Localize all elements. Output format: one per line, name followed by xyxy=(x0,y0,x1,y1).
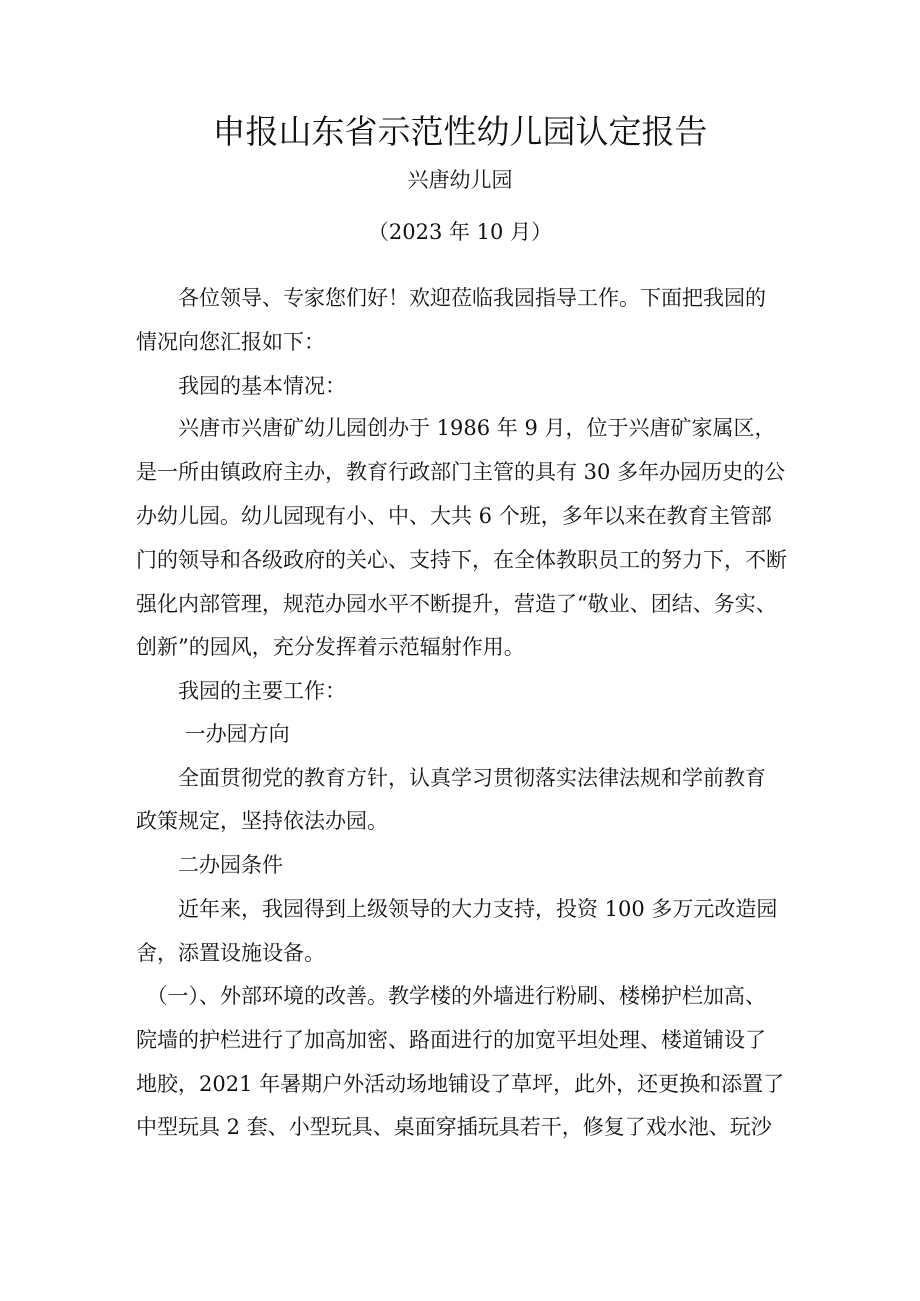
body-line: 办幼儿园。幼儿园现有小、中、大共 6 个班，多年以来在教育主管部 xyxy=(136,504,772,528)
body-line: 全面贯彻党的教育方针，认真学习贯彻落实法律法规和学前教育 xyxy=(136,766,766,790)
document-subtitle: 兴唐幼儿园 xyxy=(407,168,513,192)
document-date: （2023 年 10 月） xyxy=(367,220,553,244)
body-line: 强化内部管理，规范办园水平不断提升，营造了“敬业、团结、务实、 xyxy=(136,592,777,616)
document-title: 申报山东省示范性幼儿园认定报告 xyxy=(212,112,708,151)
body-line: 政策规定，坚持依法办园。 xyxy=(136,809,388,833)
body-line: 舍，添置设施设备。 xyxy=(136,941,325,965)
body-line: 地胶，2021 年暑期户外活动场地铺设了草坪，此外，还更换和添置了 xyxy=(136,1072,785,1096)
body-line: 门的领导和各级政府的关心、支持下，在全体教职员工的努力下，不断 xyxy=(136,548,787,572)
body-line: 中型玩具 2 套、小型玩具、桌面穿插玩具若干，修复了戏水池、玩沙 xyxy=(136,1115,772,1139)
body-line: 情况向您汇报如下： xyxy=(136,330,325,354)
section-heading: 一办园方向 xyxy=(136,722,290,746)
body-line: 我园的主要工作： xyxy=(136,679,346,703)
body-line: 我园的基本情况： xyxy=(136,374,346,398)
body-line: 创新”的园风，充分发挥着示范辐射作用。 xyxy=(136,635,525,659)
body-line: 近年来，我园得到上级领导的大力支持，投资 100 多万元改造园 xyxy=(136,897,778,921)
body-line: 兴唐市兴唐矿幼儿园创办于 1986 年 9 月，位于兴唐矿家属区， xyxy=(136,416,776,440)
body-line: 各位领导、专家您们好！欢迎莅临我园指导工作。下面把我园的 xyxy=(136,286,766,310)
body-line: 院墙的护栏进行了加高加密、路面进行的加宽平坦处理、楼道铺设了 xyxy=(136,1028,766,1052)
section-heading: 二办园条件 xyxy=(136,853,283,877)
body-line: （一）、外部环境的改善。教学楼的外墙进行粉刷、楼梯护栏加高、 xyxy=(136,984,766,1008)
body-line: 是一所由镇政府主办，教育行政部门主管的具有 30 多年办园历史的公 xyxy=(136,460,786,484)
